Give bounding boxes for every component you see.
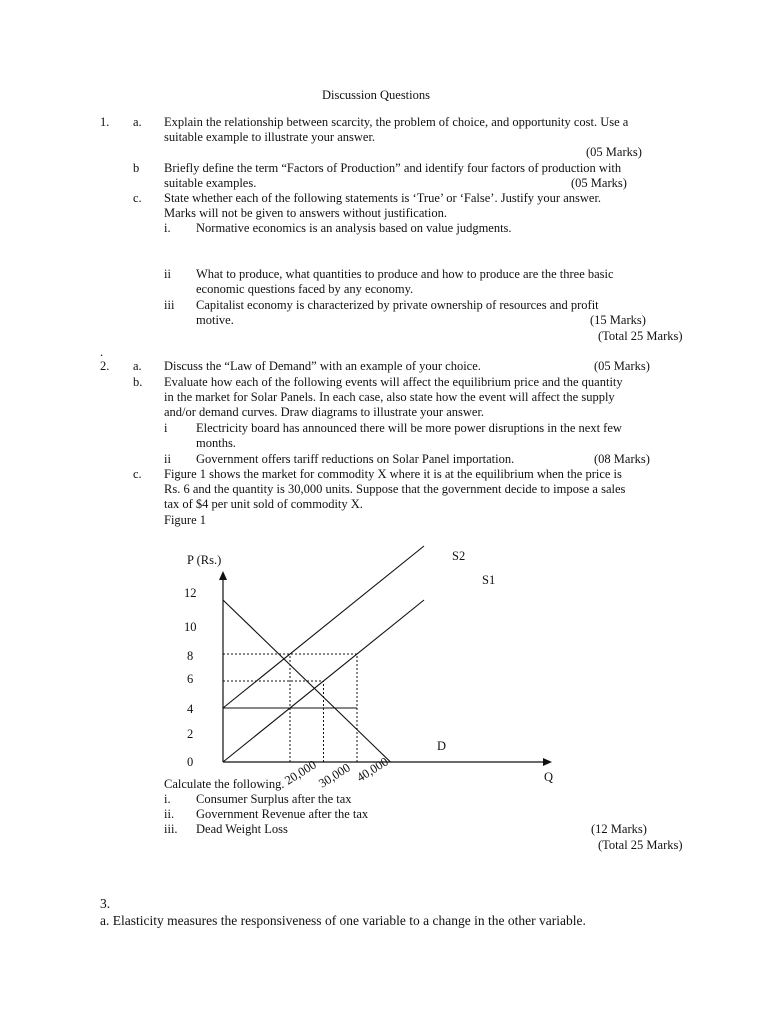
q2c-line1: Figure 1 shows the market for commodity X where it is at the equilibrium when the price is [164,467,622,481]
q1c-item3-label: iii [164,298,175,312]
q1a-marks: (05 Marks) [586,145,642,159]
q1c-item2-label: ii [164,267,171,281]
q1c-letter: c. [133,191,142,205]
y-tick-12: 12 [184,586,197,600]
q2c-item2-text: Government Revenue after the tax [196,807,369,821]
q1c-line1: State whether each of the following statements is ‘True’ or ‘False’. Justify your answer. [164,191,602,205]
q1-total: (Total 25 Marks) [598,329,683,343]
q2a-text: Discuss the “Law of Demand” with an example of your choice. [164,359,481,373]
y-axis-arrow [219,571,227,580]
q2b-line1: Evaluate how each of the following events will affect the equilibrium price and the quantity [164,375,623,389]
q1c-item2-line1: What to produce, what quantities to produce and how to produce are the three basic [196,267,614,281]
q2c-item2-label: ii. [164,807,175,821]
q2b-item2-label: ii [164,452,171,466]
y-tick-8: 8 [187,649,194,663]
q1-number: 1. [100,115,110,129]
x-axis-arrow [543,758,552,766]
q1b-line2: suitable examples. [164,176,257,190]
q1b-letter: b [133,161,140,175]
q2-total: (Total 25 Marks) [598,838,683,852]
x-tick-40000: 40,000 [354,754,391,785]
x-tick-20000: 20,000 [282,757,319,788]
q2b-item1-label: i [164,421,168,435]
q1c-item1-label: i. [164,221,171,235]
q2c-line2: Rs. 6 and the quantity is 30,000 units. Suppose that the government decide to impose a sales [164,482,626,496]
y-tick-2: 2 [187,727,194,741]
q2c-item3-label: iii. [164,822,178,836]
q2c-line3: tax of $4 per unit sold of commodity X. [164,497,363,511]
stray-dot: . [100,345,104,359]
q1a-line1: Explain the relationship between scarcity, the problem of choice, and opportunity cost. Use a [164,115,629,129]
q2-number: 2. [100,359,110,373]
q3a-text: a. Elasticity measures the responsiveness of one variable to a change in the other variable. [100,913,586,928]
y-tick-0: 0 [187,755,194,769]
q1c-item3-line2: motive. [196,313,234,327]
q2a-letter: a. [133,359,142,373]
q1c-item3-line1: Capitalist economy is characterized by private ownership of resources and profit [196,298,599,312]
q2a-marks: (05 Marks) [594,359,650,373]
q2b-line3: and/or demand curves. Draw diagrams to illustrate your answer. [164,405,485,419]
x-axis-label: Q [544,770,554,784]
q2b-item1-line2: months. [196,436,236,450]
series-line-s2 [223,546,424,708]
q2c-item3-text: Dead Weight Loss [196,822,288,836]
calculate-heading: Calculate the following. [164,777,285,791]
y-tick-10: 10 [184,620,197,634]
q2b-item1-line1: Electricity board has announced there will be more power disruptions in the next few [196,421,622,435]
y-tick-4: 4 [187,702,194,716]
q2b-line2: in the market for Solar Panels. In each case, also state how the event will affect the supply [164,390,615,404]
y-axis-label: P (Rs.) [187,553,222,567]
q3-number: 3. [100,896,111,911]
series-label-s2: S2 [452,549,466,563]
figure-label: Figure 1 [164,513,207,527]
q1a-line2: suitable example to illustrate your answer. [164,130,376,144]
q2c-item1-label: i. [164,792,171,806]
series-label-s1: S1 [482,573,496,587]
q1c-line2: Marks will not be given to answers without justification. [164,206,447,220]
q2b-letter: b. [133,375,143,389]
q1c-marks: (15 Marks) [590,313,646,327]
q2b-marks: (08 Marks) [594,452,650,466]
q2c-item1-text: Consumer Surplus after the tax [196,792,352,806]
y-tick-6: 6 [187,672,194,686]
q2b-item2-line1: Government offers tariff reductions on Solar Panel importation. [196,452,515,466]
q2c-letter: c. [133,467,142,481]
q1c-item1-line1: Normative economics is an analysis based on value judgments. [196,221,512,235]
x-tick-30000: 30,000 [316,760,353,791]
page-title: Discussion Questions [322,88,430,102]
q1a-letter: a. [133,115,142,129]
q2c-marks: (12 Marks) [591,822,647,836]
q1b-line1: Briefly define the term “Factors of Production” and identify four factors of production with [164,161,622,175]
q1c-item2-line2: economic questions faced by any economy. [196,282,414,296]
q1b-marks: (05 Marks) [571,176,627,190]
series-label-d: D [437,739,447,753]
